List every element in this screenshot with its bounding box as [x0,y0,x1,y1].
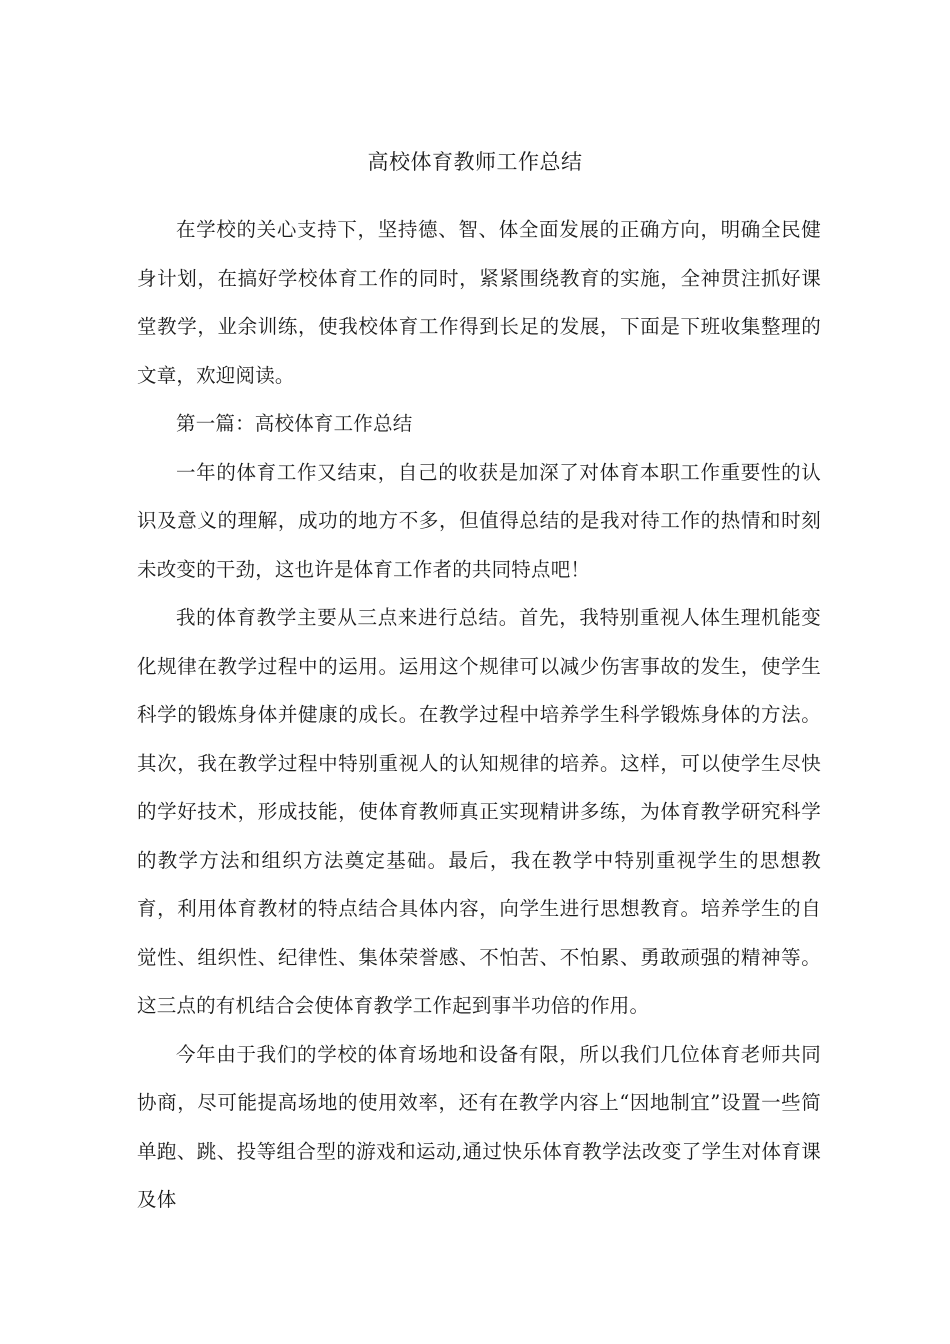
paragraph-reflection: 一年的体育工作又结束，自己的收获是加深了对体育本职工作重要性的认识及意义的理解，成功的地方不多，但值得总结的是我对待工作的热情和时刻未改变的干劲，这也许是体育工作者的共同特点吧！ [137,460,821,581]
document-body [137,206,821,1225]
document-title: 高校体育教师工作总结 [367,150,583,174]
paragraph-teaching: 我的体育教学主要从三点来进行总结。首先，我特别重视人体生理机能变化规律在教学过程中的运用。运用这个规律可以减少伤害事故的发生，使学生科学的锻炼身体并健康的成长。在教学过程中培养学生科学锻炼身体的方法。其次，我在教学过程中特别重视人的认知规律的培养。这样，可以使学生尽快的学好技术，形成技能，使体育教师真正实现精讲多练，为体育教学研究科学的教学方法和组织方法奠定基础。最后，我在教学中特别重视学生的思想教育，利用体育教材的特点结合具体内容，向学生进行思想教育。培养学生的自觉性、组织性、纪律性、集体荣誉感、不怕苦、不怕累、勇敢顽强的精神等。这三点的有机结合会使体育教学工作起到事半功倍的作用。 [137,606,821,1017]
section-heading: 第一篇：高校体育工作总结 [176,412,413,435]
paragraph-facilities: 今年由于我们的学校的体育场地和设备有限，所以我们几位体育老师共同协商，尽可能提高场地的使用效率，还有在教学内容上“因地制宜”设置一些简单跑、跳、投等组合型的游戏和运动,通过快乐体育教学法改变了学生对体育课及体 [137,1042,821,1211]
paragraph-intro: 在学校的关心支持下，坚持德、智、体全面发展的正确方向，明确全民健身计划，在搞好学校体育工作的同时，紧紧围绕教育的实施，全神贯注抓好课堂教学，业余训练，使我校体育工作得到长足的发展，下面是下班收集整理的文章，欢迎阅读。 [137,218,821,387]
